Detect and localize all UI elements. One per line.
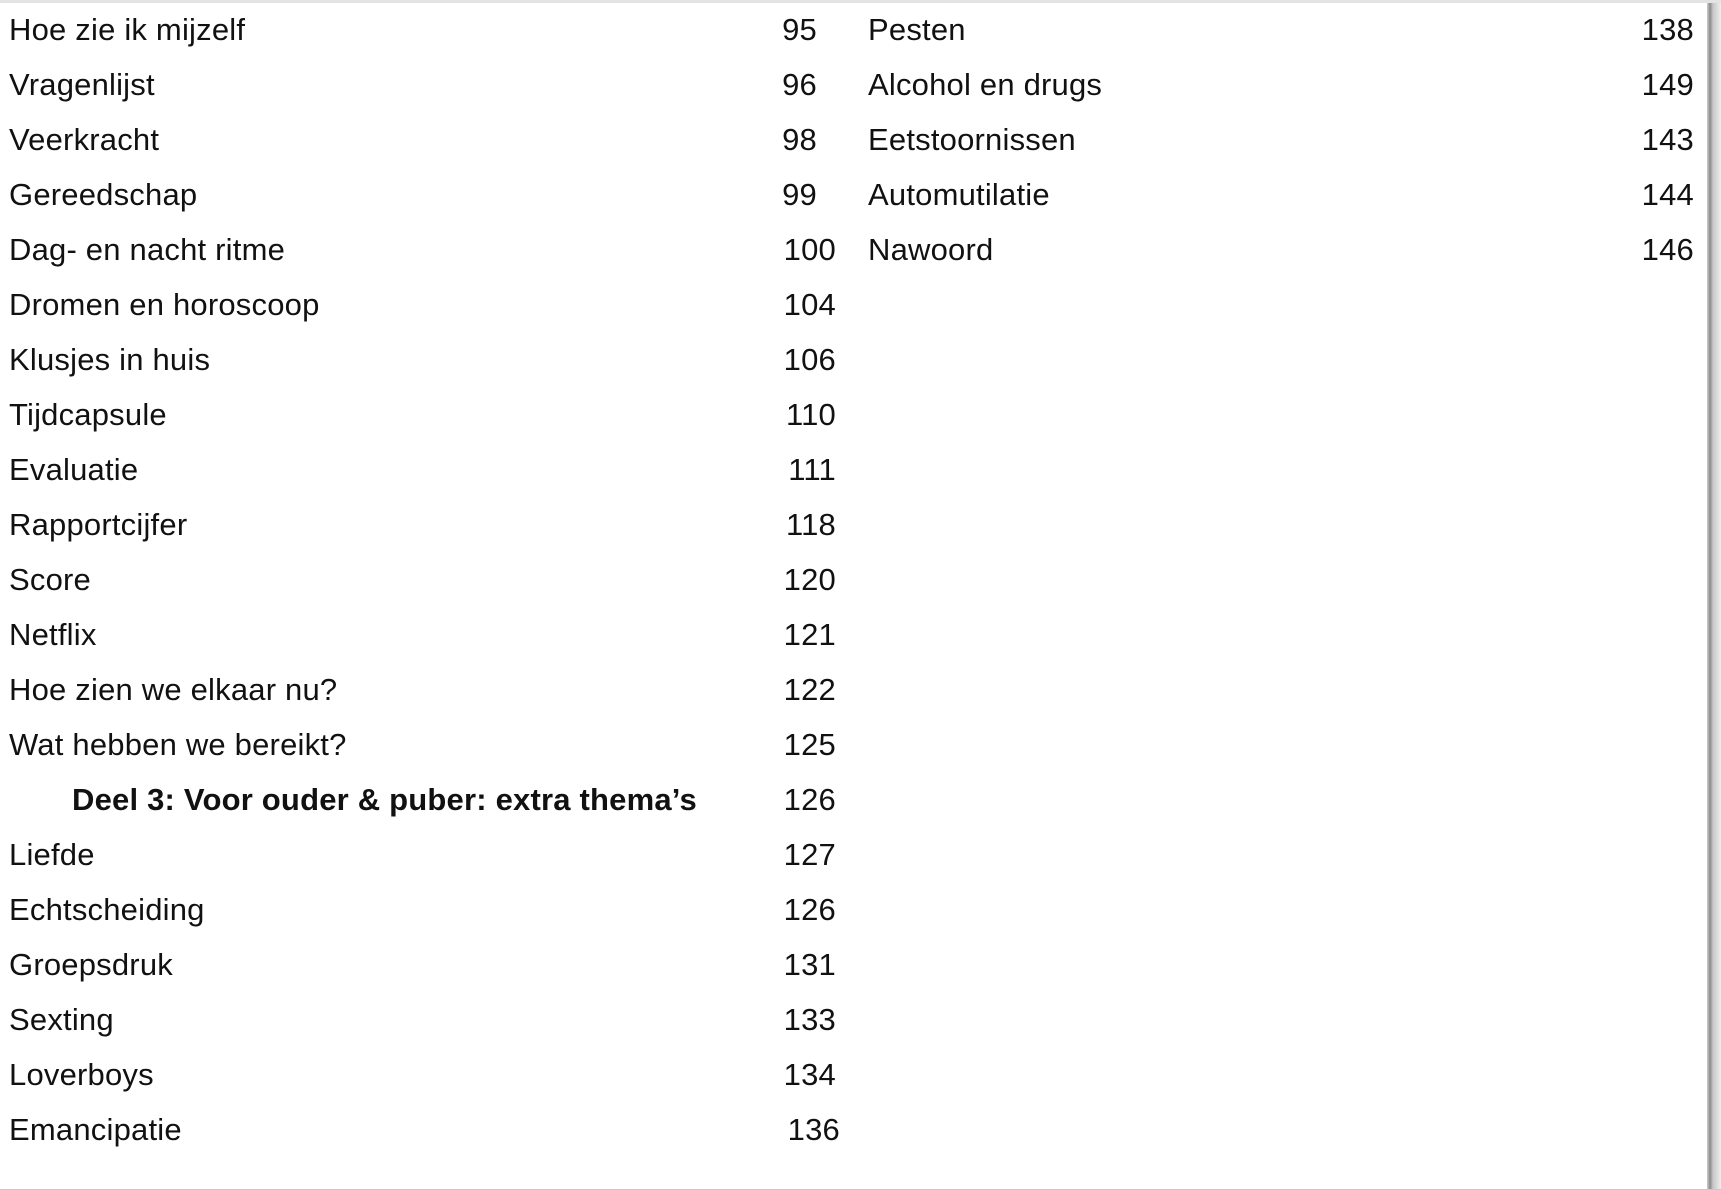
toc-section-title: Deel 3: Voor ouder & puber: extra thema’s	[72, 782, 697, 817]
toc-entry	[0, 670, 850, 725]
toc-entry	[0, 1055, 850, 1110]
toc-entry	[0, 120, 850, 175]
toc-entry-page: 118	[785, 507, 836, 542]
toc-entry-title: Emancipatie	[9, 1112, 182, 1147]
toc-entry-title: Automutilatie	[868, 177, 1050, 212]
toc-entry-page: 122	[783, 672, 836, 707]
toc-entry-title: Dag- en nacht ritme	[9, 232, 286, 267]
toc-entry	[0, 505, 850, 560]
toc-entry-page: 143	[1641, 122, 1694, 157]
toc-entry-title: Tijdcapsule	[9, 397, 167, 432]
toc-entry-page: 136	[787, 1112, 840, 1147]
toc-entry-page: 111	[788, 452, 836, 487]
toc-entry-page: 134	[783, 1057, 836, 1092]
toc-entry-title: Sexting	[9, 1002, 114, 1037]
toc-entry-title: Wat hebben we bereikt?	[9, 727, 347, 762]
toc-entry-page: 100	[783, 232, 836, 267]
toc-entry-page: 127	[783, 837, 836, 872]
toc-entry-title: Netflix	[9, 617, 97, 652]
toc-entry-title: Klusjes in huis	[9, 342, 211, 377]
toc-entry-page: 96	[782, 67, 817, 102]
toc-entry-title: Rapportcijfer	[9, 507, 188, 542]
toc-entry-title: Evaluatie	[9, 452, 139, 487]
toc-entry-page: 126	[783, 782, 836, 817]
toc-entry	[858, 65, 1698, 120]
toc-entry-title: Vragenlijst	[9, 67, 155, 102]
toc-entry	[0, 615, 850, 670]
toc-entry	[0, 450, 850, 505]
toc-entry	[0, 285, 850, 340]
toc-entry-title: Hoe zie ik mijzelf	[9, 12, 246, 47]
toc-entry-page: 126	[783, 892, 836, 927]
toc-entry-title: Gereedschap	[9, 177, 198, 212]
toc-entry-page: 95	[782, 12, 817, 47]
toc-entry-title: Eetstoornissen	[868, 122, 1076, 157]
toc-entry-title: Score	[9, 562, 91, 597]
toc-entry	[858, 10, 1698, 65]
toc-entry-title: Nawoord	[868, 232, 994, 267]
toc-entry-page: 125	[783, 727, 836, 762]
toc-entry-title: Veerkracht	[9, 122, 160, 157]
toc-entry	[0, 175, 850, 230]
toc-entry-page: 138	[1641, 12, 1694, 47]
toc-entry-page: 146	[1641, 232, 1694, 267]
toc-entry-title: Alcohol en drugs	[868, 67, 1103, 102]
toc-entry-title: Pesten	[868, 12, 966, 47]
toc-entry-page: 106	[783, 342, 836, 377]
toc-entry	[0, 340, 850, 395]
toc-entry-title: Groepsdruk	[9, 947, 173, 982]
toc-entry-page: 133	[783, 1002, 836, 1037]
toc-entry-page: 98	[782, 122, 817, 157]
toc-entry	[0, 1000, 850, 1055]
toc-entry	[0, 230, 850, 285]
toc-entry-title: Echtscheiding	[9, 892, 205, 927]
toc-left-column	[0, 10, 850, 1165]
toc-entry-title: Hoe zien we elkaar nu?	[9, 672, 338, 707]
toc-entry-page: 149	[1641, 67, 1694, 102]
toc-entry-title: Loverboys	[9, 1057, 154, 1092]
toc-entry	[0, 65, 850, 120]
toc-entry	[858, 230, 1698, 285]
toc-entry-page: 99	[782, 177, 817, 212]
toc-entry-title: Liefde	[9, 837, 95, 872]
toc-entry	[0, 560, 850, 615]
page-edge-shadow	[1707, 3, 1721, 1190]
toc-entry	[858, 120, 1698, 175]
toc-entry	[0, 890, 850, 945]
toc-entry-page: 144	[1641, 177, 1694, 212]
toc-entry	[0, 10, 850, 65]
toc-entry	[0, 835, 850, 890]
toc-entry-page: 121	[783, 617, 836, 652]
toc-section-heading	[0, 780, 850, 835]
toc-entry	[0, 945, 850, 1000]
toc-entry	[0, 395, 850, 450]
toc-entry-page: 110	[785, 397, 836, 432]
toc-entry-page: 120	[783, 562, 836, 597]
toc-right-column	[858, 10, 1698, 285]
toc-entry-title: Dromen en horoscoop	[9, 287, 320, 322]
toc-entry	[858, 175, 1698, 230]
toc-entry-page: 104	[783, 287, 836, 322]
toc-entry-page: 131	[783, 947, 836, 982]
toc-entry	[0, 1110, 850, 1165]
toc-entry	[0, 725, 850, 780]
